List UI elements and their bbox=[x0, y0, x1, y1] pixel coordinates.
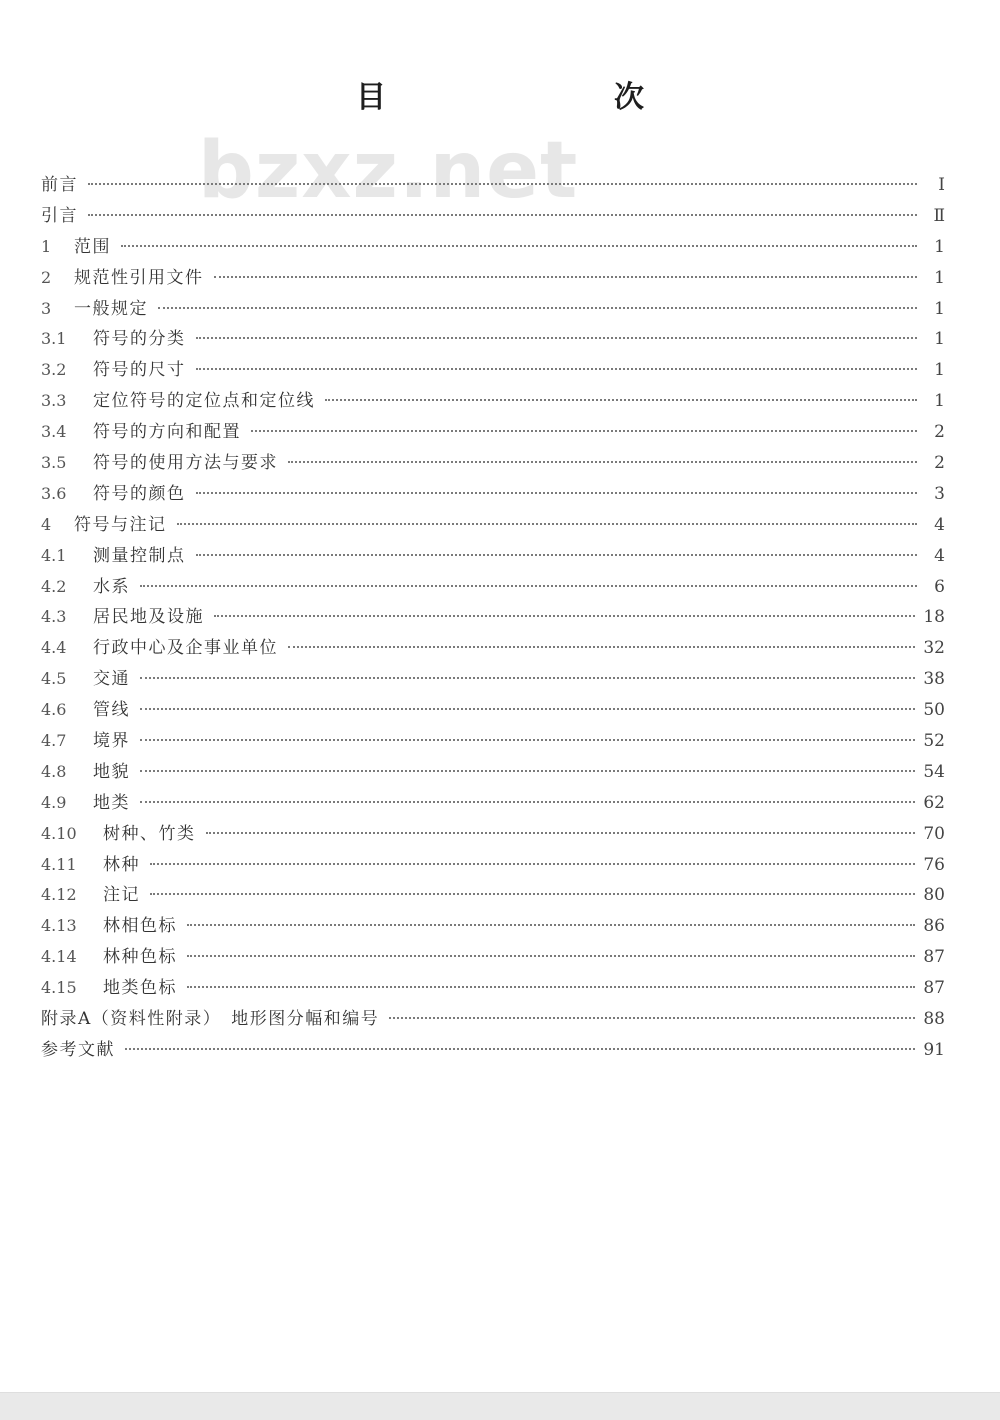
toc-entry bbox=[41, 819, 945, 850]
dot-leader bbox=[121, 245, 917, 247]
dot-leader bbox=[158, 307, 917, 309]
toc-section-number: 1 bbox=[41, 236, 52, 256]
toc-section-number: 4.4 bbox=[41, 638, 67, 658]
toc-label: 林种 bbox=[103, 854, 140, 875]
dot-leader bbox=[206, 832, 916, 834]
toc-label: 行政中心及企事业单位 bbox=[93, 638, 278, 659]
toc-page-number: 76 bbox=[923, 854, 945, 875]
toc-section-number: 4.5 bbox=[41, 669, 67, 689]
toc-section-number: 4.15 bbox=[41, 978, 77, 998]
toc-label: 符号的使用方法与要求 bbox=[93, 453, 278, 474]
toc-page-number: 52 bbox=[923, 731, 945, 752]
toc-entry bbox=[41, 417, 945, 448]
toc-section-number: 4.3 bbox=[41, 607, 67, 627]
toc-page-number: 32 bbox=[923, 638, 945, 659]
toc-page-number: 1 bbox=[934, 298, 945, 319]
toc-entry bbox=[41, 664, 945, 695]
toc-section-number: 2 bbox=[41, 267, 52, 287]
toc-page-number: 6 bbox=[934, 576, 945, 597]
toc-section-number: 3 bbox=[41, 298, 52, 318]
toc-label: 管线 bbox=[93, 700, 130, 721]
toc-entry bbox=[41, 170, 945, 201]
toc-entry bbox=[41, 263, 945, 294]
toc-entry bbox=[41, 232, 945, 263]
toc-entry bbox=[41, 726, 945, 757]
toc-entry bbox=[41, 201, 945, 232]
toc-page-number: 1 bbox=[934, 267, 945, 288]
page-title: 目 次 bbox=[356, 80, 700, 115]
toc-label: 地类 bbox=[93, 792, 130, 813]
toc-page-number: 80 bbox=[923, 885, 945, 906]
toc-section-number: 3.5 bbox=[41, 453, 67, 473]
dot-leader bbox=[187, 986, 915, 988]
dot-leader bbox=[325, 399, 917, 401]
toc-page-number: 54 bbox=[923, 761, 945, 782]
toc-section-number: 4.7 bbox=[41, 731, 67, 751]
toc-label: 树种、竹类 bbox=[103, 823, 196, 844]
toc-page-number: 87 bbox=[923, 947, 945, 968]
toc-section-number: 4 bbox=[41, 514, 52, 534]
watermark: bzxz.net bbox=[198, 126, 579, 216]
toc-page-number: 62 bbox=[923, 792, 945, 813]
toc-entry bbox=[41, 541, 945, 572]
dot-leader bbox=[288, 646, 915, 648]
toc-entry bbox=[41, 633, 945, 664]
toc-page-number: 88 bbox=[923, 1009, 945, 1030]
toc-page-number: 3 bbox=[934, 483, 945, 504]
toc-label: 林种色标 bbox=[103, 947, 177, 968]
toc-label: 符号的分类 bbox=[93, 329, 186, 350]
toc-label: 境界 bbox=[93, 731, 130, 752]
toc-page-number: 1 bbox=[934, 329, 945, 350]
toc-label: 规范性引用文件 bbox=[74, 267, 204, 288]
dot-leader bbox=[214, 276, 918, 278]
toc-entry bbox=[41, 880, 945, 911]
toc-page-number: Ⅰ bbox=[938, 175, 945, 195]
dot-leader bbox=[140, 708, 915, 710]
dot-leader bbox=[196, 492, 918, 494]
dot-leader bbox=[187, 924, 915, 926]
dot-leader bbox=[140, 739, 915, 741]
toc-label: 符号的颜色 bbox=[93, 483, 186, 504]
dot-leader bbox=[196, 337, 918, 339]
toc-label: 注记 bbox=[103, 885, 140, 906]
toc-entry bbox=[41, 911, 945, 942]
toc-entry bbox=[41, 448, 945, 479]
toc-label: 引言 bbox=[41, 205, 78, 226]
dot-leader bbox=[150, 863, 915, 865]
dot-leader bbox=[140, 585, 917, 587]
toc-section-number: 3.1 bbox=[41, 329, 67, 349]
toc-entry bbox=[41, 355, 945, 386]
toc-entry bbox=[41, 788, 945, 819]
toc-page-number: 1 bbox=[934, 391, 945, 412]
dot-leader bbox=[88, 214, 917, 216]
toc-entry bbox=[41, 386, 945, 417]
dot-leader bbox=[125, 1048, 915, 1050]
toc-entry bbox=[41, 1004, 945, 1035]
toc-entry bbox=[41, 479, 945, 510]
toc-entry bbox=[41, 973, 945, 1004]
table-of-contents bbox=[41, 170, 945, 1066]
dot-leader bbox=[140, 677, 915, 679]
toc-label: 附录A（资料性附录） 地形图分幅和编号 bbox=[41, 1009, 380, 1030]
viewer-bottom-strip bbox=[0, 1392, 1000, 1420]
toc-label: 地貌 bbox=[93, 761, 130, 782]
toc-label: 参考文献 bbox=[41, 1039, 115, 1060]
toc-page-number: 86 bbox=[923, 916, 945, 937]
toc-page-number: 4 bbox=[934, 514, 945, 535]
toc-entry bbox=[41, 757, 945, 788]
toc-section-number: 4.8 bbox=[41, 761, 67, 781]
toc-section-number: 4.9 bbox=[41, 792, 67, 812]
toc-page-number: 70 bbox=[923, 823, 945, 844]
toc-page-number: 50 bbox=[923, 700, 945, 721]
dot-leader bbox=[251, 430, 917, 432]
toc-section-number: 4.6 bbox=[41, 700, 67, 720]
toc-section-number: 3.3 bbox=[41, 391, 67, 411]
toc-label: 地类色标 bbox=[103, 978, 177, 999]
toc-page-number: 18 bbox=[923, 607, 945, 628]
dot-leader bbox=[140, 770, 915, 772]
toc-page-number: 38 bbox=[923, 669, 945, 690]
toc-page-number: 4 bbox=[934, 545, 945, 566]
toc-label: 符号与注记 bbox=[74, 514, 167, 535]
toc-section-number: 4.13 bbox=[41, 916, 77, 936]
dot-leader bbox=[187, 955, 915, 957]
toc-label: 测量控制点 bbox=[93, 545, 186, 566]
dot-leader bbox=[214, 615, 915, 617]
toc-section-number: 4.2 bbox=[41, 576, 67, 596]
toc-label: 林相色标 bbox=[103, 916, 177, 937]
toc-page-number: 91 bbox=[923, 1039, 945, 1060]
toc-section-number: 4.11 bbox=[41, 854, 77, 874]
toc-section-number: 4.12 bbox=[41, 885, 77, 905]
toc-label: 定位符号的定位点和定位线 bbox=[93, 391, 315, 412]
toc-label: 符号的尺寸 bbox=[93, 360, 186, 381]
toc-entry bbox=[41, 324, 945, 355]
toc-label: 居民地及设施 bbox=[93, 607, 204, 628]
toc-section-number: 3.2 bbox=[41, 360, 67, 380]
toc-label: 范围 bbox=[74, 236, 111, 257]
toc-entry bbox=[41, 510, 945, 541]
toc-entry bbox=[41, 294, 945, 325]
toc-label: 符号的方向和配置 bbox=[93, 422, 241, 443]
toc-entry bbox=[41, 942, 945, 973]
toc-label: 一般规定 bbox=[74, 298, 148, 319]
toc-page-number: 2 bbox=[934, 422, 945, 443]
toc-entry bbox=[41, 572, 945, 603]
toc-entry bbox=[41, 1035, 945, 1066]
dot-leader bbox=[196, 554, 918, 556]
dot-leader bbox=[150, 893, 915, 895]
toc-label: 前言 bbox=[41, 175, 78, 195]
toc-entry bbox=[41, 602, 945, 633]
toc-label: 水系 bbox=[93, 576, 130, 597]
dot-leader bbox=[389, 1017, 915, 1019]
toc-page-number: 1 bbox=[934, 236, 945, 257]
toc-section-number: 3.4 bbox=[41, 422, 67, 442]
dot-leader bbox=[288, 461, 917, 463]
dot-leader bbox=[177, 523, 918, 525]
toc-section-number: 3.6 bbox=[41, 483, 67, 503]
toc-label: 交通 bbox=[93, 669, 130, 690]
toc-section-number: 4.1 bbox=[41, 545, 67, 565]
toc-section-number: 4.10 bbox=[41, 823, 77, 843]
toc-section-number: 4.14 bbox=[41, 947, 77, 967]
toc-page-number: 1 bbox=[934, 360, 945, 381]
dot-leader bbox=[140, 801, 915, 803]
dot-leader bbox=[88, 183, 917, 185]
toc-page-number: 87 bbox=[923, 978, 945, 999]
toc-page-number: 2 bbox=[934, 453, 945, 474]
toc-page-number: Ⅱ bbox=[933, 205, 945, 226]
toc-entry bbox=[41, 695, 945, 726]
toc-entry bbox=[41, 850, 945, 881]
dot-leader bbox=[196, 368, 918, 370]
